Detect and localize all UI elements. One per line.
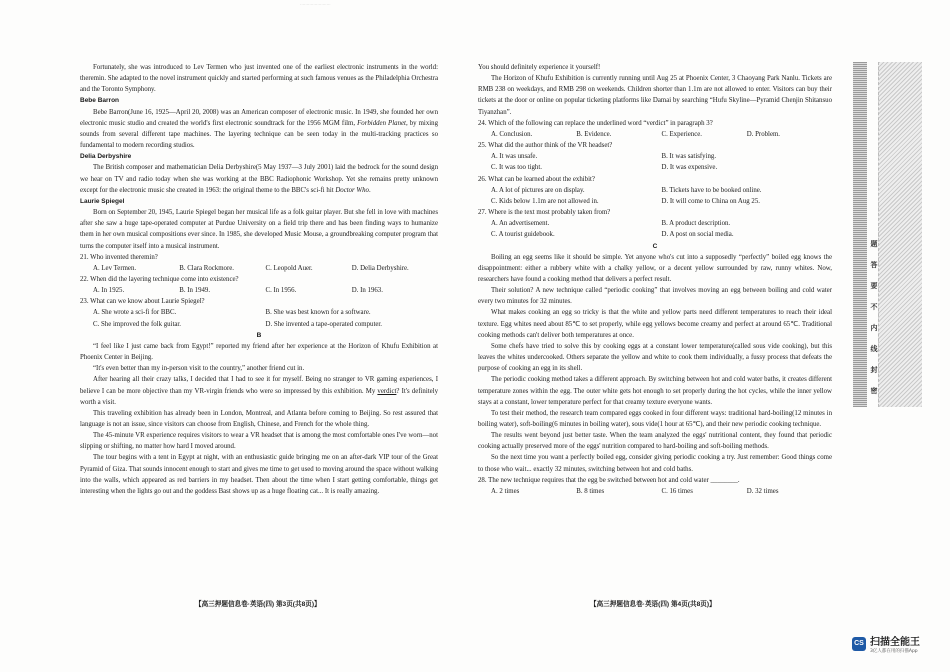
- binding-line-labels: [868, 240, 878, 394]
- question-21: 21. Who invented theremin?: [80, 253, 158, 261]
- option: A. She wrote a sci-fi for BBC.: [93, 309, 177, 317]
- binding-label: 不: [870, 303, 877, 310]
- binding-hatch-right: [878, 62, 922, 407]
- film-title: Forbidden Planet: [357, 119, 406, 127]
- option: C. 16 times: [661, 487, 693, 495]
- underlined-word-verdict: verdict: [377, 387, 397, 395]
- paragraph: The Horizon of Khufu Exhibition is currently running until Aug 25 at Phoenix Center, 3 Chaoyang Park Nanlu. Tickets are RMB 238 on weekdays, and RMB 298 on weekends. Children shorter than 1.1m are not allowed to enter. Visitors can buy their tickets at the door or online on popular ticketing platforms like Damai by searching “Hufu Skyline—Pyramid Chenjin Shitansuo Tiyanzhan”.: [478, 75, 832, 116]
- option: B. A product description.: [661, 220, 731, 228]
- option: A. In 1925.: [93, 287, 125, 295]
- watermark-text: [870, 633, 920, 654]
- section-marker-b: B: [256, 331, 262, 339]
- camscanner-logo-icon: CS: [852, 637, 866, 651]
- show-title: Doctor Who: [335, 186, 369, 194]
- option: C. Kids below 1.1m are not allowed in.: [491, 197, 599, 205]
- paragraph: After hearing all their crazy talks, I decided that I had to see it for myself. Being no stranger to VR gaming experiences, I believe I can be more objective than my VR-virgin friends who were so impressed by this exhibition. My verdict? It's definitely worth a visit.: [80, 376, 438, 406]
- option: C. Leopold Auer.: [265, 264, 313, 272]
- option: B. Tickets have to be booked online.: [661, 186, 762, 194]
- page-3-footer: 【高三押题信息卷·英语(四) 第3页(共8页)】: [195, 601, 321, 608]
- page-4-column: [478, 62, 832, 497]
- option: D. It was expensive.: [661, 164, 718, 172]
- watermark-subtitle: 3亿人都在用的扫描App: [870, 649, 918, 654]
- option: C. Experience.: [661, 130, 702, 138]
- binding-label: 题: [870, 240, 877, 247]
- question-27: 27. Where is the text most probably taken from?: [478, 209, 611, 217]
- option: D. She invented a tape-operated computer.: [265, 320, 382, 328]
- paragraph: Boiling an egg seems like it should be simple. Yet anyone who's cut into a supposedly “perfectly” boiled egg knows the disappointment: either a rubbery white with a chalky yellow, or a decent yellow surrounded by raw, runny whites. Now, researchers have found a cooking method that delivers a perfect result.: [478, 253, 832, 283]
- paragraph: Born on September 20, 1945, Laurie Spiegel began her musical life as a folk guitar player. But she fell in love with machines after she saw a huge tape-operated computer at Purdue University on a field trip there and has been finding ways to humanize them in her own musical compositions ever since. In 1985, she developed Music Mouse, a groundbreaking computer program that turns the computer itself into a musical instrument.: [80, 209, 438, 250]
- paragraph: So the next time you want a perfectly boiled egg, consider giving periodic cooking a try. Just remember: Good things come to those who wait... exactly 32 minutes, switching between hot and cold baths.: [478, 454, 832, 473]
- paragraph: The British composer and mathematician Delia Derbyshire(5 May 1937—3 July 2001) laid the bedrock for the sound design we hear on TV and radio today when she was working at the BBC Radiophonic Workshop. Yet she remains pretty unknown except for the electronic music she created in 1963: the original theme to the BBC's sci-fi hit Doctor Who.: [80, 164, 438, 194]
- section-marker-c: C: [652, 242, 658, 250]
- question-25: 25. What did the author think of the VR headset?: [478, 142, 613, 150]
- option: D. Problem.: [746, 130, 781, 138]
- option: B. In 1949.: [179, 287, 211, 295]
- option: A. A lot of pictures are on display.: [491, 186, 585, 194]
- paragraph: Their solution? A new technique called “periodic cooking” that involves moving an egg between boiling and cold water every two minutes for 32 minutes.: [478, 287, 832, 306]
- question-28-options: [478, 486, 832, 497]
- option: D. A post on social media.: [661, 231, 734, 239]
- section-heading-laurie-spiegel: Laurie Spiegel: [80, 197, 125, 205]
- question-28: 28. The new technique requires that the egg be switched between hot and cold water ________.: [478, 476, 740, 484]
- paragraph: What makes cooking an egg so tricky is that the white and yellow parts need different temperatures to reach their ideal texture. Egg whites need about 85℃ to set properly, while egg yellows become creamy and perfect at around 65℃. Traditional cooking methods can't deliver both temperatures at once.: [478, 309, 832, 339]
- option: B. It was satisfying.: [661, 153, 717, 161]
- option: D. Delia Derbyshire.: [351, 264, 409, 272]
- option: D. 32 times: [746, 487, 779, 495]
- binding-label: 封: [870, 366, 877, 373]
- paragraph: The 45-minute VR experience requires visitors to wear a VR headset that is among the most comfortable ones I've worn—not slipping or shifting, no matter how hard I moved around.: [80, 432, 438, 451]
- top-scan-mark: ·······················: [300, 2, 331, 7]
- binding-label: 要: [870, 282, 877, 289]
- option: C. It was too tight.: [491, 164, 542, 172]
- option: B. She was best known for a software.: [265, 309, 371, 317]
- option: A. Conclusion.: [491, 130, 533, 138]
- question-22-options: [80, 285, 438, 296]
- question-25-options: [478, 151, 832, 173]
- question-26-options: [478, 185, 832, 207]
- binding-hatch-left: [853, 62, 867, 407]
- paragraph: The results went beyond just better taste. When the team analyzed the eggs' nutritional content, they found that periodic cooking actually preserved more of the eggs' nutrition compared to hard-boiling and soft-boiling methods.: [478, 432, 832, 451]
- watermark-title: 扫描全能王: [870, 637, 920, 648]
- paragraph: “It's even better than my in-person visit to the country,” another friend cut in.: [93, 365, 305, 373]
- paragraph: You should definitely experience it yourself!: [478, 64, 601, 71]
- question-23-options: [80, 307, 438, 329]
- option: C. A tourist guidebook.: [491, 231, 555, 239]
- option: B. 8 times: [576, 487, 605, 495]
- question-21-options: [80, 263, 438, 274]
- paragraph: “I feel like I just came back from Egypt!” reported my friend after her experience at the Horizon of Khufu Exhibition at Phoenix Center in Beijing.: [80, 342, 438, 362]
- question-27-options: [478, 218, 832, 240]
- option: A. 2 times: [491, 487, 520, 495]
- scanner-watermark: [852, 633, 920, 654]
- paragraph: The tour begins with a tent in Egypt at night, with an enthusiastic guide bringing me on an after-dark VIP tour of the Great Pyramid of Giza. That sounds innocent enough to start and gives me time to get used to moving around the space without walking into the walls, which appeared as red barriers in my headset. Then about the time when I start getting comfortable, things get interesting when the lights go out and the goddess Bast shows up as a huge floating cat... It is really amazing.: [80, 454, 438, 495]
- page-4-footer: 【高三押题信息卷·英语(四) 第4页(共8页)】: [590, 601, 716, 608]
- question-22: 22. When did the layering technique come into existence?: [80, 275, 239, 283]
- option: A. It was unsafe.: [491, 153, 538, 161]
- binding-label: 内: [870, 324, 877, 331]
- section-heading-delia-derbyshire: Delia Derbyshire: [80, 153, 132, 161]
- option: C. She improved the folk guitar.: [93, 320, 182, 328]
- paragraph: This traveling exhibition has already been in London, Montreal, and Atlanta before coming to Beijing. So rest assured that language is not an issue, since visitors can choose from English, Chinese, and French for the whole thing.: [80, 409, 438, 428]
- option: D. In 1963.: [351, 287, 383, 295]
- option: C. In 1956.: [265, 287, 297, 295]
- paragraph: To test their method, the research team compared eggs cooked in four different ways: traditional hard-boiling(12 minutes in boiling water), soft-boiling(6 minutes in boiling water), sous vide(1 hour at 65℃), and their new periodic cooking technique.: [478, 409, 832, 428]
- page-3-column: [80, 62, 438, 497]
- question-24: 24. Which of the following can replace the underlined word “verdict” in paragraph 3?: [478, 119, 713, 127]
- option: D. It will come to China on Aug 25.: [661, 197, 760, 205]
- paragraph: The periodic cooking method takes a different approach. By switching between hot and cold water baths, it creates different temperature zones within the egg. The outer white gets hot enough to set properly during the hot cycles, while the inner yellow stays at a constant, lower temperature perfect for that creamy texture everyone wants.: [478, 376, 832, 406]
- option: A. Lev Termen.: [93, 264, 137, 272]
- question-26: 26. What can be learned about the exhibit?: [478, 175, 595, 183]
- section-heading-bebe-barron: Bebe Barron: [80, 97, 120, 105]
- binding-label: 密: [870, 387, 877, 394]
- paragraph: Bebe Barron(June 16, 1925—April 20, 2008) was an American composer of electronic music. In 1949, she founded her own electronic music studio and created the world's first electronic soundtrack for the 1956 MGM film, Forbidden Planet, by mixing sounds from several different tape machines. The layering technique can be seen today in the multi-tracking practices so fundamental to modern recording studios.: [80, 108, 439, 150]
- binding-label: 线: [870, 345, 877, 352]
- paragraph: Some chefs have tried to solve this by cooking eggs at a constant lower temperature(called sous vide cooking), but this leaves the whites undercooked. Others separate the yellow and white to cook them individually, a fussy process that defeats the purpose of cooking an egg in its shell.: [478, 342, 832, 373]
- question-23: 23. What can we know about Laurie Spiegel?: [80, 298, 205, 306]
- option: B. Clara Rockmore.: [179, 264, 234, 272]
- binding-label: 答: [870, 261, 877, 268]
- paragraph: Fortunately, she was introduced to Lev Termen who just invented one of the earliest electronic instruments in the world: theremin. She adapted to the novel instrument quickly and started performing at such famous venues as the Philadelphia Orchestra and the Toronto Symphony.: [80, 64, 438, 94]
- option: A. An advertisement.: [491, 220, 550, 228]
- question-24-options: [478, 129, 832, 140]
- option: B. Evidence.: [576, 130, 612, 138]
